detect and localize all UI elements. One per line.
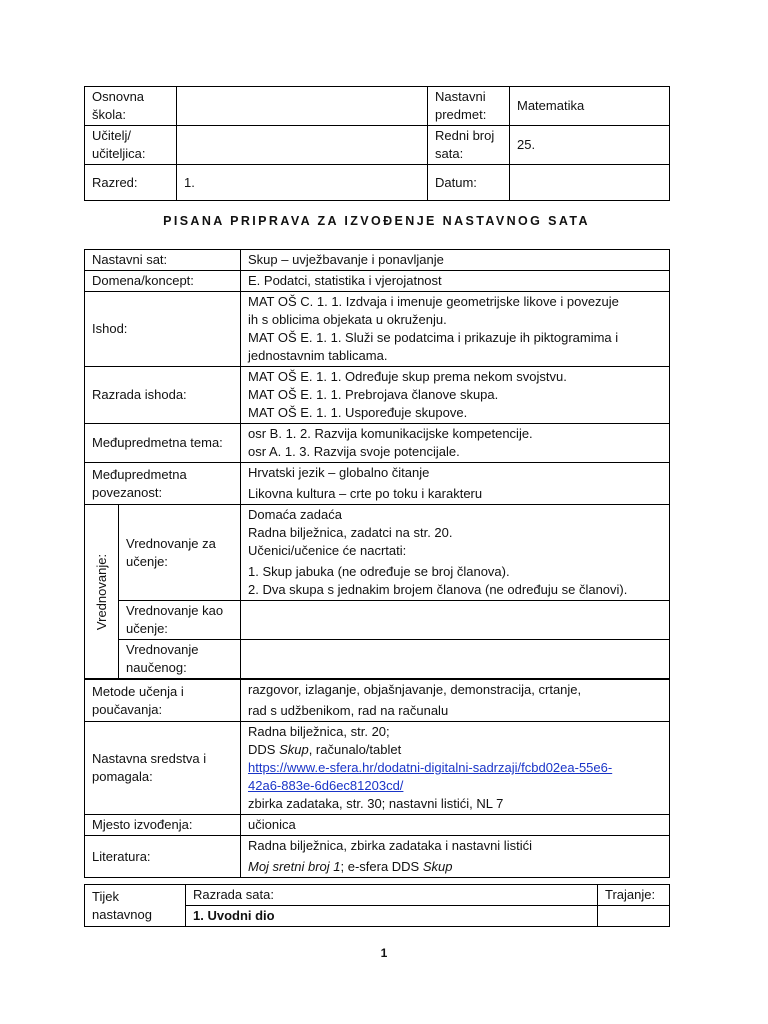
assessment-label: Vrednovanje: (93, 553, 109, 630)
lesson-plan-table (84, 249, 670, 679)
intro-section-label: 1. Uvodni dio (186, 906, 598, 927)
assess-for-line: Učenici/učenice će nacrtati: (248, 543, 407, 558)
outcome-detail-label: Razrada ishoda: (85, 367, 241, 424)
domain-value: E. Podatci, statistika i vjerojatnost (241, 271, 670, 292)
teacher-value[interactable] (177, 126, 428, 165)
domain-label: Domena/koncept: (85, 271, 241, 292)
resources-dds-title: Skup (279, 742, 309, 757)
literature-book-title: Moj sretni broj 1 (248, 859, 341, 874)
literature-label: Literatura: (85, 836, 241, 878)
cross-link-line: Hrvatski jezik – globalno čitanje (248, 465, 430, 480)
place-value: učionica (241, 815, 670, 836)
resources-link[interactable] (248, 759, 662, 795)
header-table (84, 86, 670, 201)
cross-link-value (241, 463, 670, 505)
assess-for-line: 1. Skup jabuka (ne određuje se broj članova). (248, 564, 510, 579)
duration-label: Trajanje: (598, 885, 670, 906)
literature-line (248, 858, 662, 876)
outcome-line: ih s oblicima objekata u okruženju. (248, 312, 447, 327)
school-value[interactable] (177, 87, 428, 126)
resources-value (241, 722, 670, 815)
assess-for-line: 2. Dva skupa s jednakim brojem članova (ne određuju se članovi). (248, 582, 628, 597)
literature-line: Radna bilježnica, zbirka zadataka i nastavni listići (248, 838, 532, 853)
school-label: Osnovna škola: (85, 87, 177, 126)
grade-label: Razred: (85, 165, 177, 201)
outcome-line: jednostavnim tablicama. (248, 348, 388, 363)
assess-as-label: Vrednovanje kao učenje: (119, 601, 241, 640)
assessment-vertical-label (85, 505, 119, 679)
subject-label: Nastavni predmet: (428, 87, 510, 126)
lesson-number-label: Redni broj sata: (428, 126, 510, 165)
assess-as-value[interactable] (241, 601, 670, 640)
lesson-value: Skup – uvježbavanje i ponavljanje (241, 250, 670, 271)
resources-dds-suffix: , računalo/tablet (308, 742, 402, 757)
methods-value (241, 680, 670, 722)
cross-link-line: Likovna kultura – crte po toku i karakteru (248, 486, 483, 501)
outcome-value (241, 292, 670, 367)
lesson-number-value[interactable]: 25. (510, 126, 670, 165)
methods-label: Metode učenja i poučavanja: (85, 680, 241, 722)
outcome-detail-line: MAT OŠ E. 1. 1. Prebrojava članove skupa. (248, 387, 499, 402)
teacher-label: Učitelj/ učiteljica: (85, 126, 177, 165)
place-label: Mjesto izvođenja: (85, 815, 241, 836)
assess-of-value[interactable] (241, 640, 670, 679)
assess-for-line: Radna bilježnica, zadatci na str. 20. (248, 525, 453, 540)
date-value[interactable] (510, 165, 670, 201)
resources-label: Nastavna sredstva i pomagala: (85, 722, 241, 815)
assess-of-label: Vrednovanje naučenog: (119, 640, 241, 679)
methods-line: razgovor, izlaganje, objašnjavanje, demonstracija, crtanje, (248, 682, 582, 697)
lesson-flow-table (84, 884, 670, 927)
outcome-detail-line: MAT OŠ E. 1. 1. Određuje skup prema nekom svojstvu. (248, 369, 567, 384)
grade-value[interactable]: 1. (177, 165, 428, 201)
outcome-detail-value (241, 367, 670, 424)
cross-link-label: Međupredmetna povezanost: (85, 463, 241, 505)
resources-line: zbirka zadataka, str. 30; nastavni listići, NL 7 (248, 796, 504, 811)
cross-theme-line: osr A. 1. 3. Razvija svoje potencijale. (248, 444, 460, 459)
outcome-line: MAT OŠ E. 1. 1. Služi se podatcima i prikazuje ih piktogramima i (248, 330, 619, 345)
resources-dds-prefix: DDS (248, 742, 280, 757)
cross-theme-line: osr B. 1. 2. Razvija komunikacijske kompetencije. (248, 426, 533, 441)
literature-mid: ; e-sfera DDS (340, 859, 423, 874)
resources-dds-line (248, 741, 662, 759)
page-number: 1 (380, 946, 388, 960)
flow-label: Tijek nastavnog (85, 885, 186, 927)
methods-table (84, 679, 670, 878)
literature-dds-title: Skup (422, 859, 453, 874)
subject-value[interactable]: Matematika (510, 87, 670, 126)
assess-for-line: Domaća zadaća (248, 507, 342, 522)
outcome-label: Ishod: (85, 292, 241, 367)
methods-line: rad s udžbenikom, rad na računalu (248, 703, 449, 718)
cross-theme-value (241, 424, 670, 463)
assess-for-label: Vrednovanje za učenje: (119, 505, 241, 601)
outcome-detail-line: MAT OŠ E. 1. 1. Uspoređuje skupove. (248, 405, 468, 420)
date-label: Datum: (428, 165, 510, 201)
resources-link-part[interactable]: 42a6-883e-6d6ec81203cd/ (248, 778, 404, 793)
plan-label: Razrada sata: (186, 885, 598, 906)
lesson-label: Nastavni sat: (85, 250, 241, 271)
resources-line: Radna bilježnica, str. 20; (248, 724, 390, 739)
outcome-line: MAT OŠ C. 1. 1. Izdvaja i imenuje geometrijske likove i povezuje (248, 294, 619, 309)
cross-theme-label: Međupredmetna tema: (85, 424, 241, 463)
literature-value (241, 836, 670, 878)
resources-link-part[interactable]: https://www.e-sfera.hr/dodatni-digitalni-sadrzaji/fcbd02ea-55e6- (248, 760, 613, 775)
assess-for-value (241, 505, 670, 601)
document-title: PISANA PRIPRAVA ZA IZVOĐENJE NASTAVNOG SATA (163, 214, 590, 228)
intro-duration-value[interactable] (598, 906, 670, 927)
